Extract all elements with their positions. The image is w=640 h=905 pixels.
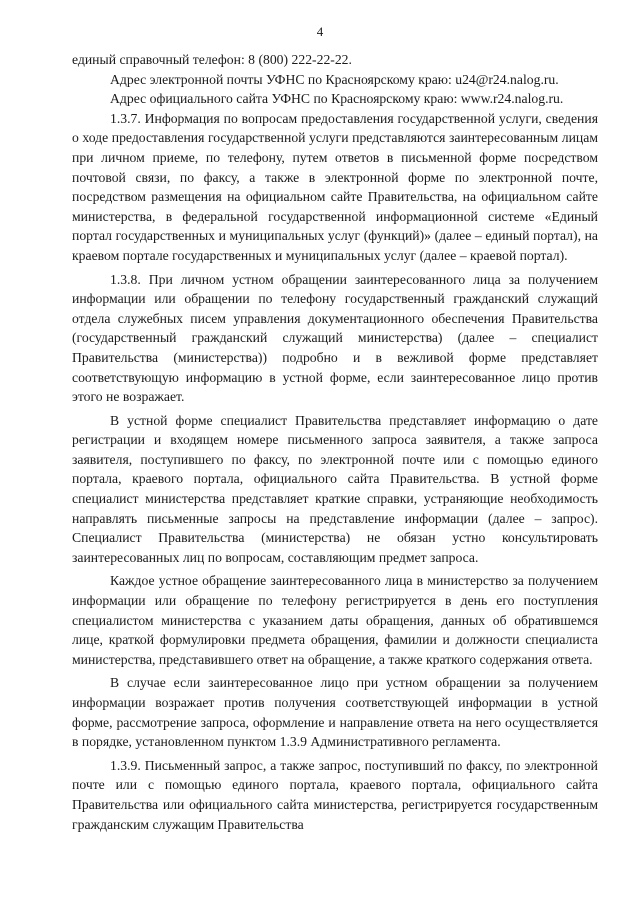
paragraph-website: Адрес официального сайта УФНС по Красноярскому краю: www.r24.nalog.ru. [110,91,564,107]
paragraph-oral-info: В устной форме специалист Правительства представляет информацию о дате регистрации и входящем номере письменного запроса заявителя, а также запроса заявителя, поступившего по факсу, по электронной почте или с помощью единого портала, краевого портала, официального сайта Правительства. В устной форме специалист министерства представляет краткие справки, устраняющие необходимость направлять письменные запросы на представление информации (далее – запрос). Специалист Правительства (министерства) не обязан устно консультировать заинтересованных лиц по вопросам, составляющим предмет запроса. [72,412,598,565]
page-number: 4 [316,24,324,39]
paragraph-1-3-7: 1.3.7. Информация по вопросам предоставления государственной услуги, сведения о ходе предоставления государственной услуги представляются заинтересованным лицам при личном приеме, по телефону, путем ответов в письменной форме посредством почтовой связи, по факсу, а также в электронной форме по электронной почте, посредством размещения на официальном сайте Правительства, на официальном сайте министерства, в федеральной государственной информационной системе «Единый портал государственных и муниципальных услуг (функций)» (далее – единый портал), на краевом портале государственных и муниципальных услуг (далее – краевой портал). [72,110,598,263]
paragraph-objection: В случае если заинтересованное лицо при устном обращении за получением информации возражает против получения соответствующей информации в устной форме, рассмотрение запроса, оформление и направление ответа на него осуществляется в порядке, установленном пунктом 1.3.9 Административного регламента. [72,675,598,750]
paragraph-oral-registration: Каждое устное обращение заинтересованного лица в министерство за получением информации или обращение по телефону регистрируется в день его поступления специалистом министерства с указанием даты обращения, данных об обратившемся лице, краткой формулировки предмета обращения, фамилии и должности специалиста министерства, представившего ответ на обращение, а также краткого содержания ответа. [72,573,598,667]
paragraph-1-3-8: 1.3.8. При личном устном обращении заинтересованного лица за получением информации или обращении по телефону государственный гражданский служащий отдела служебных писем управления документационного обеспечения Правительства (государственный гражданский служащий министерства) (далее – специалист Правительства (министерства)) подробно и в вежливой форме представляет соответствующую информацию в устной форме, если заинтересованное лицо против этого не возражает. [72,271,598,405]
paragraph-phone: единый справочный телефон: 8 (800) 222-22-22. [72,52,352,67]
paragraph-1-3-9: 1.3.9. Письменный запрос, а также запрос, поступивший по факсу, по электронной почте или с помощью единого портала, краевого портала, официального сайта Правительства или официального сайта министерства, регистрируется государственным гражданским служащим Правительства [72,757,598,832]
paragraph-email: Адрес электронной почты УФНС по Красноярскому краю: u24@r24.nalog.ru. [110,71,559,87]
document-body [72,50,598,834]
